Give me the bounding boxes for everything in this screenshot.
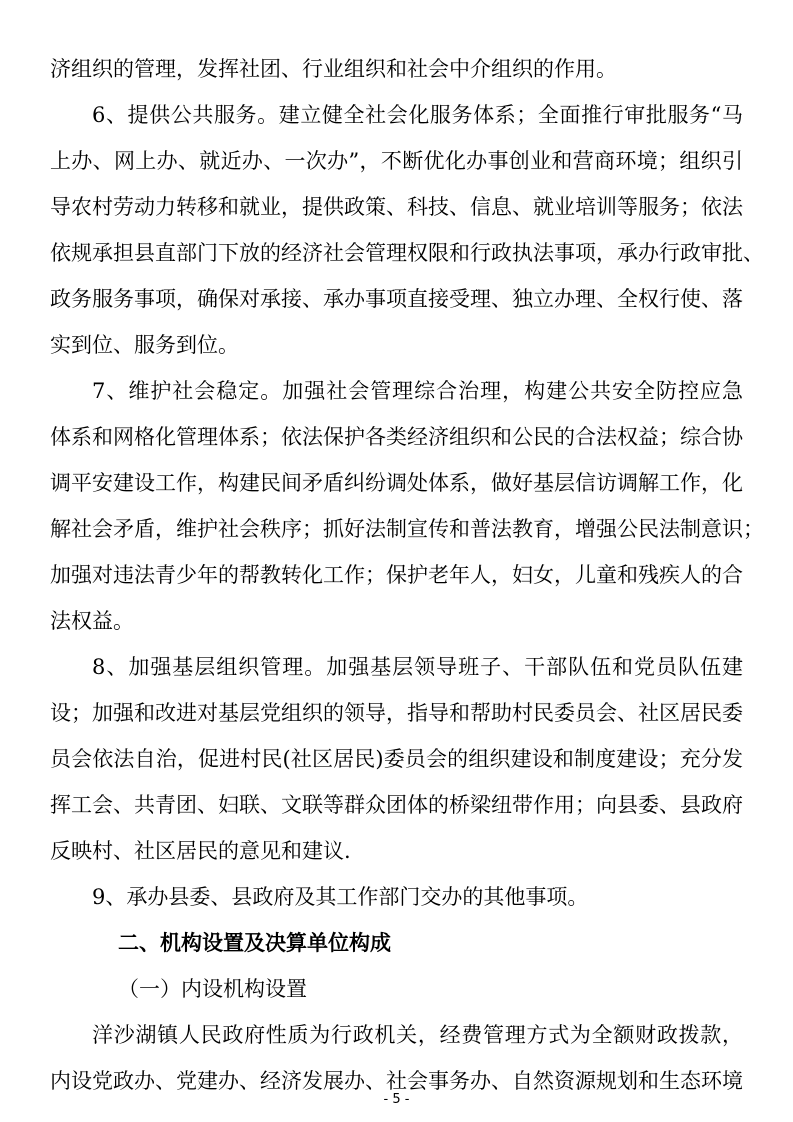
text-line: 内设党政办、党建办、经济发展办、社会事务办、自然资源规划和生态环境 [50,1069,743,1093]
text-line: 员会依法自治，促进村民(社区居民)委员会的组织建设和制度建设；充分发 [50,747,743,771]
text-line: 挥工会、共青团、妇联、文联等群众团体的桥梁纽带作用；向县委、县政府 [50,793,743,817]
text-line: 反映村、社区居民的意见和建议. [50,839,351,863]
text-line: 上办、网上办、就近办、一次办”，不断优化办事创业和营商环境；组织引 [50,149,743,173]
text-line: 6、提供公共服务。建立健全社会化服务体系；全面推行审批服务“马 [92,103,743,127]
text-line: 实到位、服务到位。 [50,333,239,357]
text-line: 济组织的管理，发挥社团、行业组织和社会中介组织的作用。 [50,57,617,81]
text-line: 加强对违法青少年的帮教转化工作；保护老年人，妇女，儿童和残疾人的合 [50,563,743,587]
text-line: 7、维护社会稳定。加强社会管理综合治理，构建公共安全防控应急 [92,379,743,403]
text-line: 体系和网格化管理体系；依法保护各类经济组织和公民的合法权益；综合协 [50,425,743,449]
text-line: 导农村劳动力转移和就业，提供政策、科技、信息、就业培训等服务；依法 [50,195,743,219]
subsection-heading: （一）内设机构设置 [118,977,307,1001]
text-line: 9、承办县委、县政府及其工作部门交办的其他事项。 [92,885,589,909]
text-line: 政务服务事项，确保对承接、承办事项直接受理、独立办理、全权行使、落 [50,287,743,311]
text-line: 调平安建设工作，构建民间矛盾纠纷调处体系，做好基层信访调解工作，化 [50,471,743,495]
text-line: 解社会矛盾，维护社会秩序；抓好法制宣传和普法教育，增强公民法制意识； [50,517,764,541]
page-number: - 5 - [383,1092,410,1107]
text-line: 设；加强和改进对基层党组织的领导，指导和帮助村民委员会、社区居民委 [50,701,743,725]
text-line: 法权益。 [50,609,134,633]
section-heading: 二、机构设置及决算单位构成 [118,931,391,955]
text-line: 洋沙湖镇人民政府性质为行政机关，经费管理方式为全额财政拨款， [92,1023,743,1047]
text-line: 依规承担县直部门下放的经济社会管理权限和行政执法事项，承办行政审批、 [50,241,764,265]
text-line: 8、加强基层组织管理。加强基层领导班子、干部队伍和党员队伍建 [92,655,743,679]
